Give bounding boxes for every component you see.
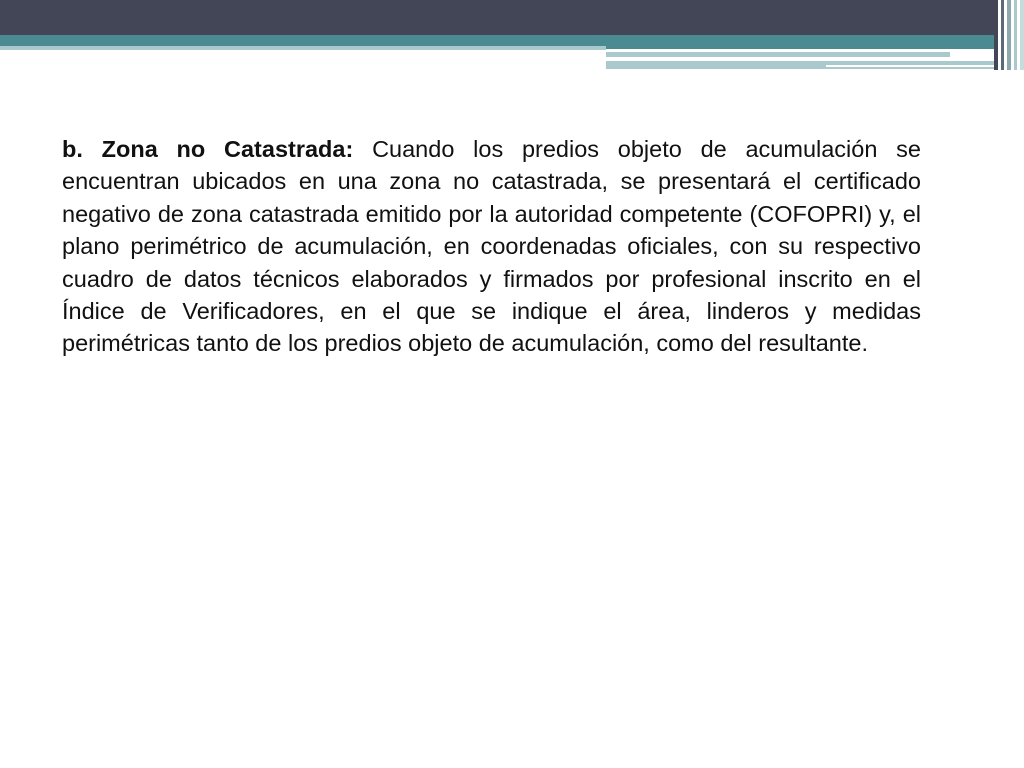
header-dark-band (0, 0, 1024, 35)
header-bar (1001, 0, 1004, 70)
slide-body-paragraph (62, 133, 921, 360)
header-bar (1020, 0, 1024, 70)
header-white-line (826, 65, 994, 67)
header-bar (1014, 0, 1017, 70)
slide-lead-heading: b. Zona no Catastrada: (62, 136, 354, 162)
header-light-stripe-left (0, 46, 606, 50)
header-bar (1007, 0, 1011, 70)
header-vertical-bars (994, 0, 1024, 70)
header-bar (994, 0, 998, 70)
slide-body-text: Cuando los predios objeto de acumulación se encuentran ubicados en una zona no catastrada, se presentará el certificado negativo de zona catastrada emitido por la autoridad competente (COFOPRI) y, el plano perimétrico de acumulación, en coordenadas oficiales, con su respectivo cuadro de datos técnicos elaborados y firmados por profesional inscrito en el Índice de Verificadores, en el que se indique el área, linderos y medidas perimétricas tanto de los predios objeto de acumulación, como del resultante. (62, 136, 921, 357)
